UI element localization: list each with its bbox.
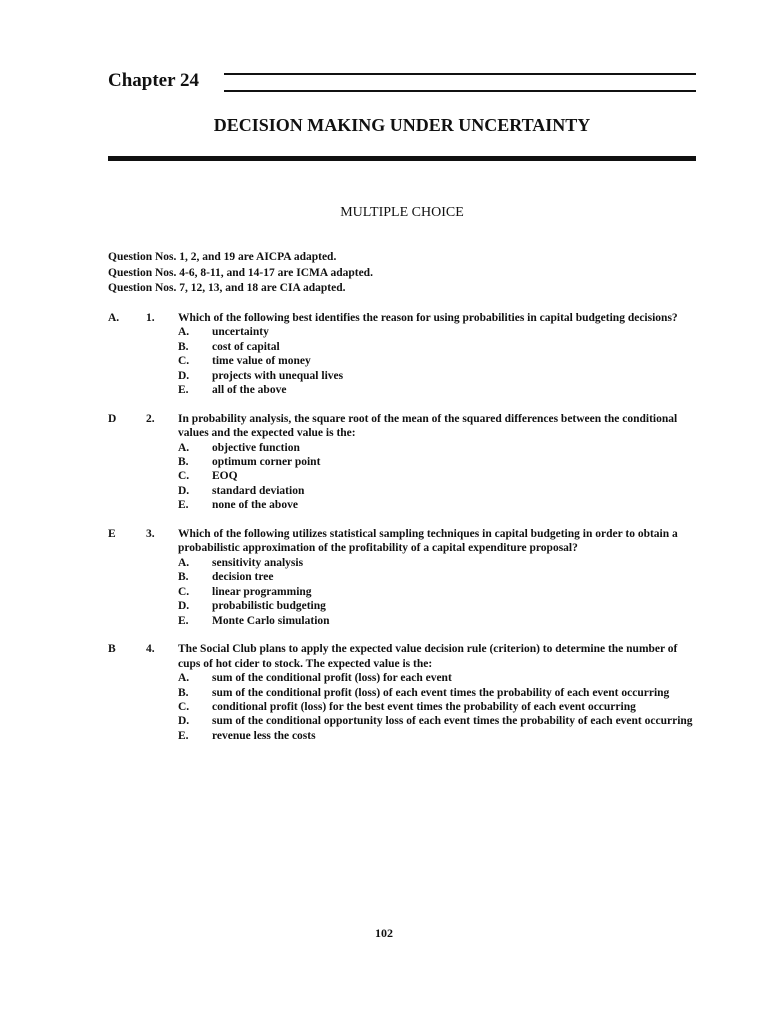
chapter-label: Chapter 24 [108,70,199,91]
answer-option [178,700,698,714]
option-letter: E. [178,499,189,512]
option-text: conditional profit (loss) for the best event times the probability of each event occurring [212,700,636,713]
option-text: standard deviation [212,484,305,497]
option-letter: A. [178,672,190,685]
option-text: objective function [212,441,300,454]
answer-option [178,498,698,512]
question-stem: In probability analysis, the square root of the mean of the squared differences between the conditional values and the expected value is the: [178,412,678,440]
option-letter: E. [178,729,189,742]
answer-option [178,369,698,383]
option-text: cost of capital [212,340,280,353]
chapter-title: DECISION MAKING UNDER UNCERTAINTY [213,115,591,135]
source-note: Question Nos. 1, 2, and 19 are AICPA adapted. [108,251,337,263]
question-item [108,412,698,513]
answer-option [178,714,698,728]
answer-option [178,729,698,743]
option-letter: C. [178,585,190,598]
answer-key: B [108,643,116,656]
option-text: linear programming [212,585,312,598]
option-text: revenue less the costs [212,729,316,742]
answer-option [178,383,698,397]
answer-option [178,455,698,469]
option-text: EOQ [212,470,238,483]
answer-option [178,599,698,613]
option-text: uncertainty [212,326,269,339]
option-letter: E. [178,384,189,397]
answer-option [178,671,698,685]
option-text: sum of the conditional profit (loss) for each event [212,672,452,685]
option-letter: D. [178,715,190,728]
option-letter: D. [178,484,190,497]
option-letter: B. [178,456,189,469]
answer-option [178,469,698,483]
option-text: sum of the conditional profit (loss) of each event times the probability of each event occurring [212,686,670,699]
question-number: 1. [146,312,155,324]
answer-option [178,585,698,599]
answer-option [178,686,698,700]
option-text: Monte Carlo simulation [212,614,330,627]
option-letter: C. [178,470,190,483]
option-letter: A. [178,326,190,339]
option-text: all of the above [212,384,287,397]
option-text: decision tree [212,571,274,584]
answer-option [178,556,698,570]
page-number: 102 [375,926,393,940]
question-list [108,311,698,758]
source-notes [108,250,373,297]
option-text: time value of money [212,355,311,368]
option-letter: E. [178,614,189,627]
answer-option [178,340,698,354]
question-stem: Which of the following best identifies the reason for using probabilities in capital budgeting decisions? [178,312,678,324]
header-rule-top [224,73,696,75]
option-letter: C. [178,355,190,368]
answer-key: E [108,528,116,541]
answer-option [178,614,698,628]
header-rule-bottom [224,90,696,92]
option-letter: D. [178,369,190,382]
option-letter: C. [178,700,190,713]
answer-option [178,325,698,339]
question-number: 2. [146,412,155,425]
answer-option [178,354,698,368]
question-stem: The Social Club plans to apply the expected value decision rule (criterion) to determine the number of cups of hot cider to stock. The expected value is the: [178,643,678,670]
option-text: sensitivity analysis [212,556,304,569]
question-number: 3. [146,528,155,541]
section-title: MULTIPLE CHOICE [340,205,464,220]
option-text: probabilistic budgeting [212,600,326,613]
source-note: Question Nos. 4-6, 8-11, and 14-17 are ICMA adapted. [108,266,373,279]
option-text: projects with unequal lives [212,369,344,382]
option-text: sum of the conditional opportunity loss of each event times the probability of each event occurring [212,715,693,728]
option-text: none of the above [212,499,298,512]
answer-key: A. [108,312,120,324]
answer-option [178,570,698,584]
option-letter: A. [178,441,190,454]
option-text: optimum corner point [212,456,321,469]
question-item [108,642,698,743]
option-letter: D. [178,600,190,613]
option-letter: A. [178,556,190,569]
question-number: 4. [146,643,155,656]
question-stem: Which of the following utilizes statistical sampling techniques in capital budgeting in order to obtain a probabilistic approximation of the profitability of a capital expenditure proposal? [178,528,678,555]
answer-key: D [108,412,117,425]
option-letter: B. [178,571,189,584]
source-note: Question Nos. 7, 12, 13, and 18 are CIA adapted. [108,282,346,294]
question-item [108,311,698,397]
answer-option [178,441,698,455]
answer-option [178,484,698,498]
option-letter: B. [178,686,189,699]
title-rule [108,156,696,161]
option-letter: B. [178,340,189,353]
question-item [108,527,698,628]
